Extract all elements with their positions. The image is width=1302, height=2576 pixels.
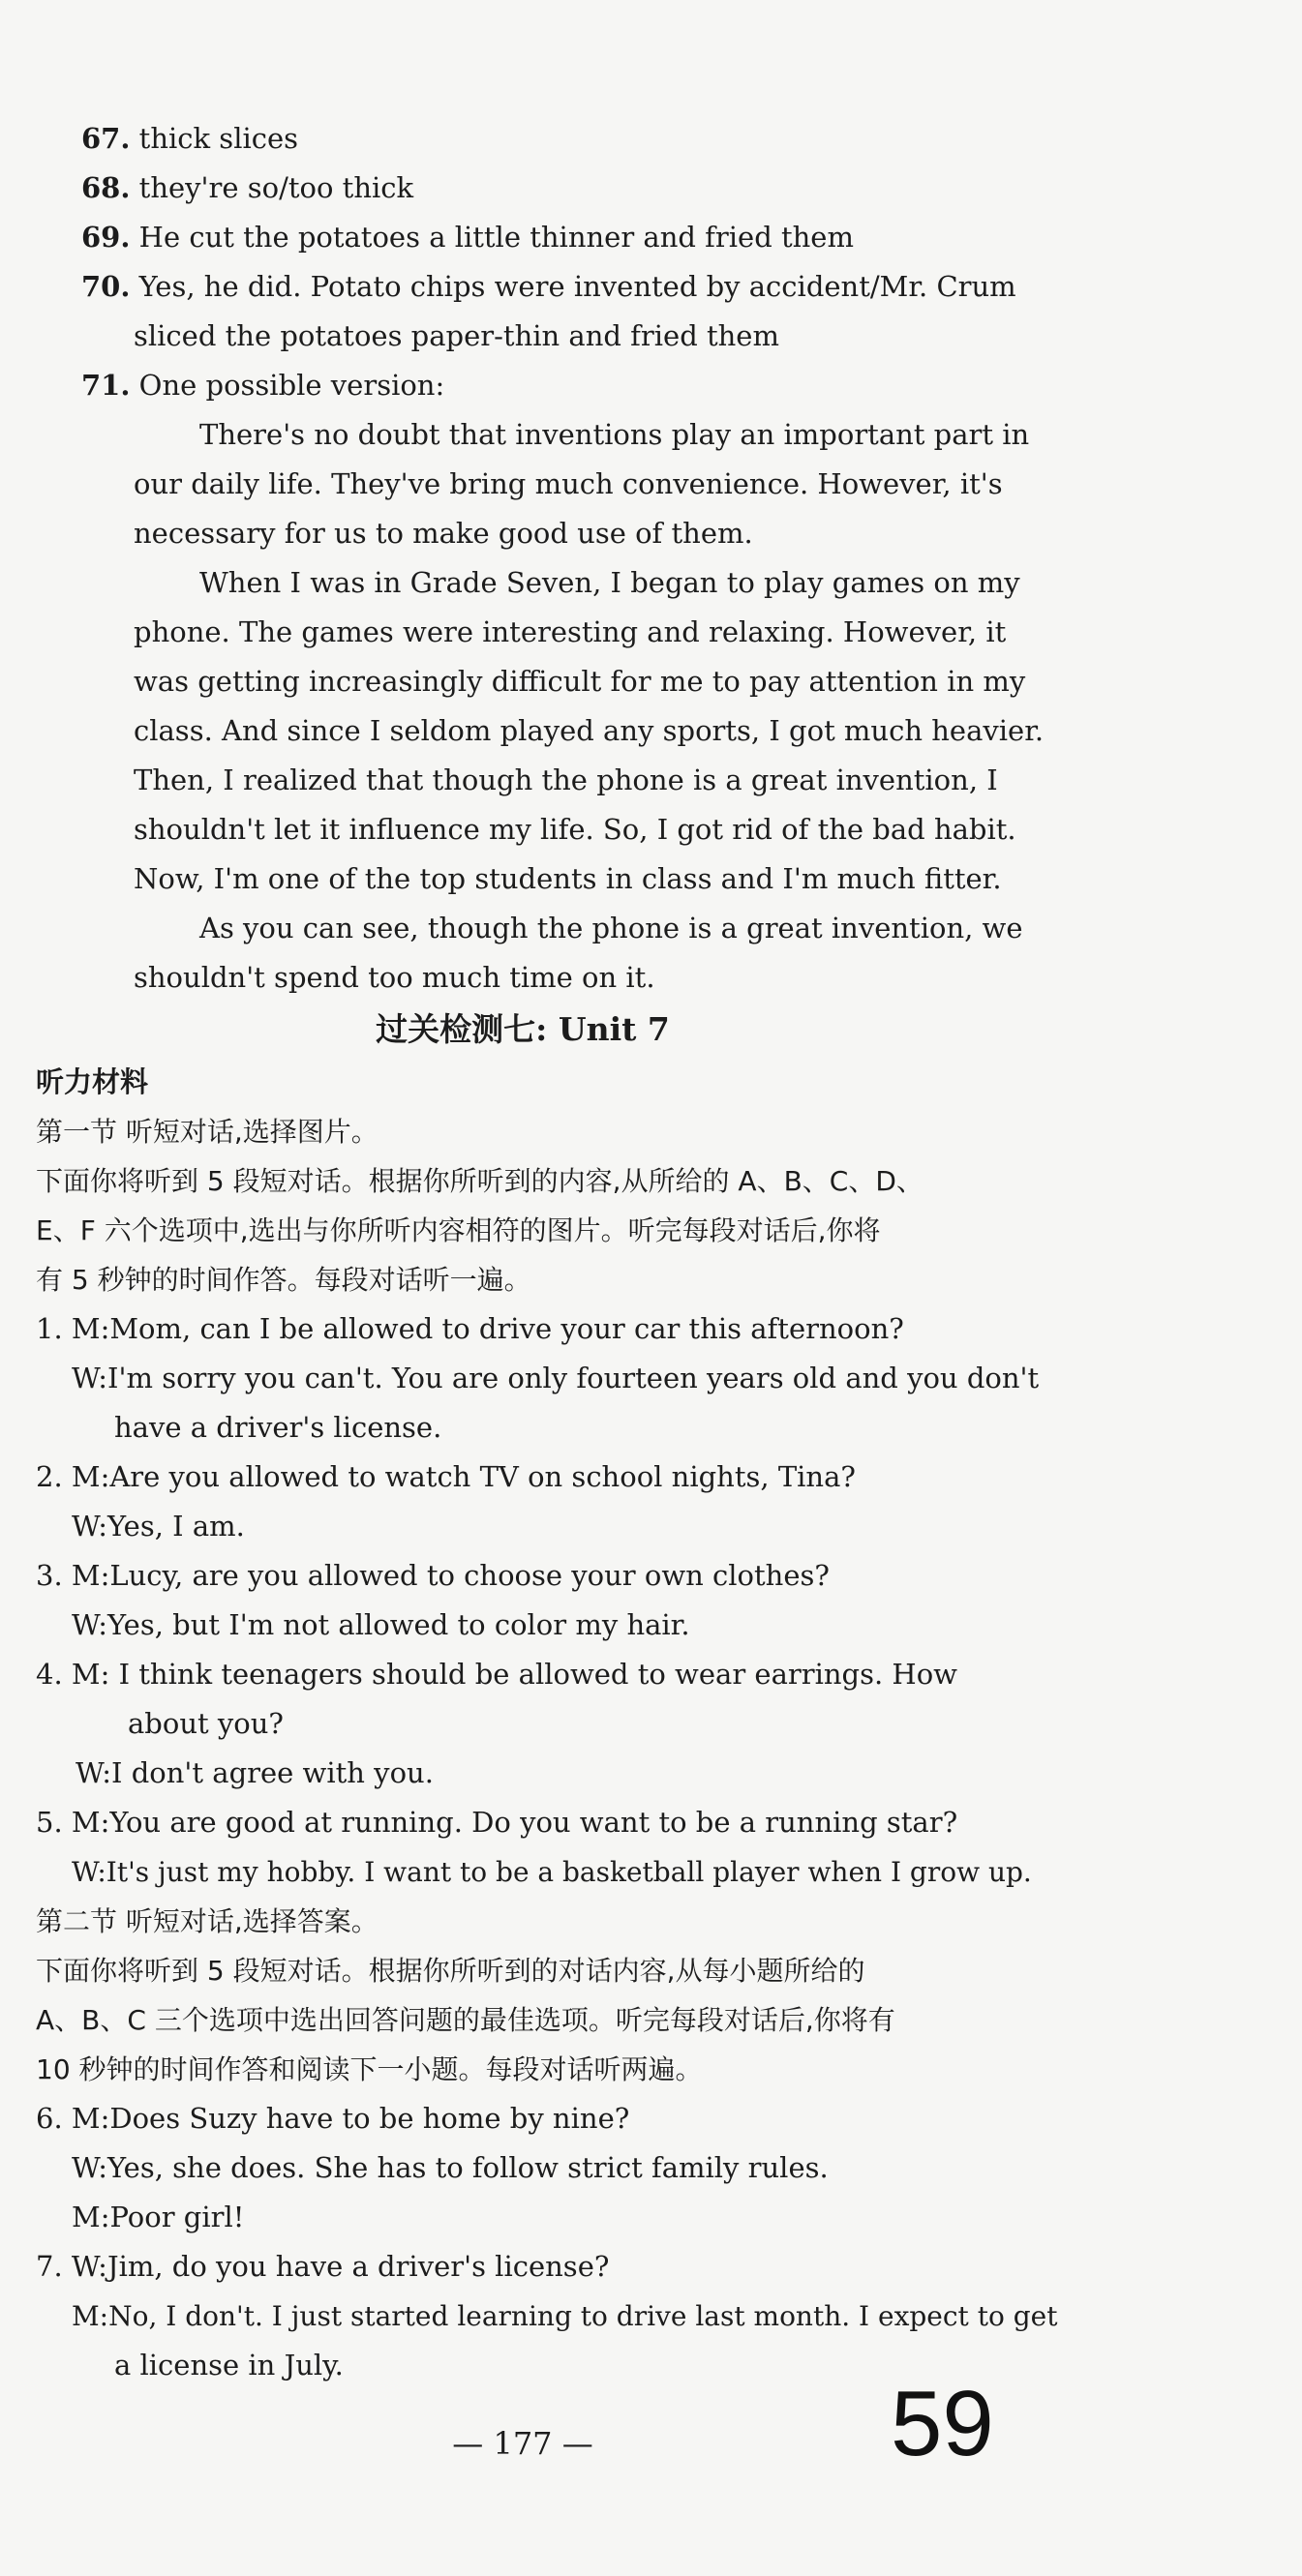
answer-70: 70. Yes, he did. Potato chips were invented by accident/Mr. Crum bbox=[81, 270, 1016, 303]
answer-71: 71. One possible version: bbox=[81, 369, 445, 402]
part2-instruction: 下面你将听到 5 段短对话。根据你所听到的对话内容,从每小题所给的 bbox=[36, 1955, 865, 1987]
part1-instruction: 下面你将听到 5 段短对话。根据你所听到的内容,从所给的 A、B、C、D、 bbox=[36, 1165, 924, 1197]
dialog-line: M:No, I don't. I just started learning to drive last month. I expect to get bbox=[72, 2300, 1058, 2332]
dialog-line: W:It's just my hobby. I want to be a basketball player when I grow up. bbox=[72, 1856, 1032, 1888]
listening-heading: 听力材料 bbox=[36, 1065, 149, 1098]
section-title: 过关检测七: Unit 7 bbox=[376, 1010, 670, 1048]
part2-instruction: A、B、C 三个选项中选出回答问题的最佳选项。听完每段对话后,你将有 bbox=[36, 2004, 895, 2036]
stamp-number: 59 bbox=[891, 2372, 994, 2475]
dialog-line: W:I don't agree with you. bbox=[76, 1756, 434, 1789]
dialog-line: about you? bbox=[128, 1707, 284, 1740]
dialog-line: 4. M: I think teenagers should be allowed to wear earrings. How bbox=[36, 1658, 957, 1691]
part1-instruction: 有 5 秒钟的时间作答。每段对话听一遍。 bbox=[36, 1264, 531, 1296]
essay-line: There's no doubt that inventions play an important part in bbox=[199, 418, 1030, 451]
dialog-line: 3. M:Lucy, are you allowed to choose your own clothes? bbox=[36, 1559, 830, 1592]
part1-title: 第一节 听短对话,选择图片。 bbox=[36, 1116, 378, 1148]
answer-69: 69. He cut the potatoes a little thinner and fried them bbox=[81, 221, 854, 254]
dialog-line: 5. M:You are good at running. Do you want to be a running star? bbox=[36, 1806, 958, 1839]
part2-instruction: 10 秒钟的时间作答和阅读下一小题。每段对话听两遍。 bbox=[36, 2053, 703, 2085]
dialog-line: have a driver's license. bbox=[114, 1411, 442, 1444]
dialog-line: W:Yes, she does. She has to follow strict family rules. bbox=[72, 2151, 829, 2184]
essay-line: shouldn't let it influence my life. So, I got rid of the bad habit. bbox=[134, 813, 1016, 846]
part2-title: 第二节 听短对话,选择答案。 bbox=[36, 1905, 378, 1937]
essay-line: our daily life. They've bring much convenience. However, it's bbox=[134, 467, 1003, 500]
answer-68: 68. they're so/too thick bbox=[81, 171, 414, 204]
part1-instruction: E、F 六个选项中,选出与你所听内容相符的图片。听完每段对话后,你将 bbox=[36, 1214, 881, 1246]
dialog-line: 1. M:Mom, can I be allowed to drive your car this afternoon? bbox=[36, 1312, 904, 1345]
essay-line: was getting increasingly difficult for me to pay attention in my bbox=[134, 665, 1026, 698]
essay-line: phone. The games were interesting and relaxing. However, it bbox=[134, 615, 1007, 648]
dialog-line: W:I'm sorry you can't. You are only fourteen years old and you don't bbox=[72, 1362, 1040, 1394]
page-number: — 177 — bbox=[452, 2425, 593, 2462]
essay-line: Then, I realized that though the phone is a great invention, I bbox=[134, 764, 998, 796]
answer-67: 67. thick slices bbox=[81, 122, 299, 155]
essay-line: class. And since I seldom played any sports, I got much heavier. bbox=[134, 714, 1045, 747]
dialog-line: 2. M:Are you allowed to watch TV on school nights, Tina? bbox=[36, 1460, 856, 1493]
dialog-line: M:Poor girl! bbox=[72, 2201, 245, 2233]
dialog-line: 6. M:Does Suzy have to be home by nine? bbox=[36, 2102, 630, 2135]
dialog-line: W:Yes, I am. bbox=[72, 1510, 245, 1543]
dialog-line: W:Yes, but I'm not allowed to color my hair. bbox=[72, 1608, 690, 1641]
dialog-line: a license in July. bbox=[114, 2349, 344, 2381]
answer-70-continued: sliced the potatoes paper-thin and fried them bbox=[134, 319, 779, 352]
essay-line: necessary for us to make good use of them. bbox=[134, 517, 753, 550]
essay-line: shouldn't spend too much time on it. bbox=[134, 961, 655, 994]
dialog-line: 7. W:Jim, do you have a driver's license? bbox=[36, 2250, 610, 2283]
essay-line: As you can see, though the phone is a great invention, we bbox=[199, 912, 1023, 944]
essay-line: Now, I'm one of the top students in class and I'm much fitter. bbox=[134, 862, 1002, 895]
essay-line: When I was in Grade Seven, I began to play games on my bbox=[199, 566, 1020, 599]
